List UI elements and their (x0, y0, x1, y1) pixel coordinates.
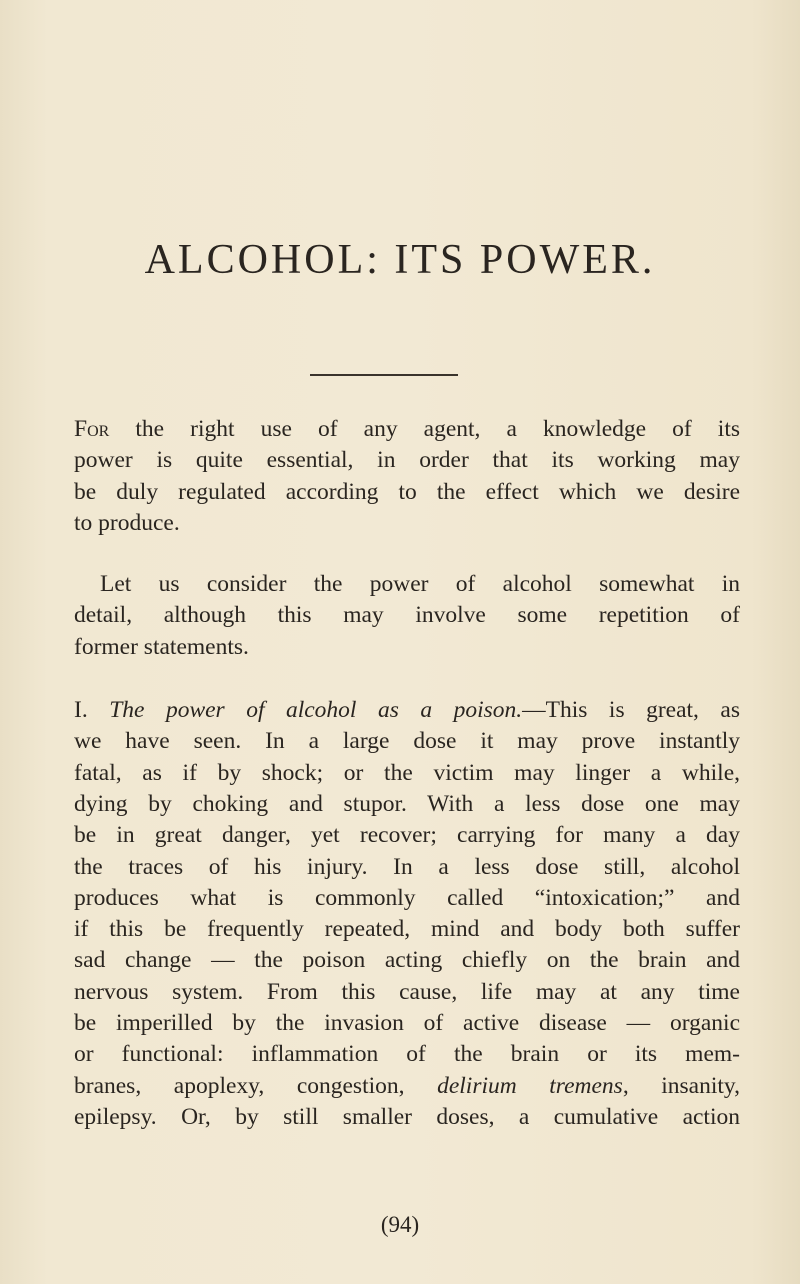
section-number: I. (74, 697, 110, 724)
text-line: power is quite essential, in order that its working may (74, 447, 740, 474)
title-rule (310, 374, 458, 376)
text-line: sad change — the poison acting chiefly on the brain and (74, 947, 740, 974)
text-line: the traces of his injury. In a less dose still, alcohol (74, 853, 740, 880)
chapter-title: ALCOHOL: ITS POWER. (144, 237, 656, 283)
section-heading: The power of alcohol as a poison. (109, 697, 523, 724)
text-line: For the right use of any agent, a knowledge of its (74, 416, 740, 442)
page-number: (94) (380, 1212, 420, 1237)
text-line: we have seen. In a large dose it may prove instantly (74, 728, 740, 755)
drop-word: For (74, 416, 110, 442)
text-line: be in great danger, yet recover; carrying for many a day (74, 822, 740, 849)
text-line: or functional: inflammation of the brain or its mem- (74, 1041, 740, 1068)
text-line: nervous system. From this cause, life may at any time (74, 978, 740, 1005)
text-line: to produce. (74, 509, 180, 536)
text-line: detail, although this may involve some repetition of (74, 602, 740, 629)
text-line: fatal, as if by shock; or the victim may linger a while, (74, 759, 740, 786)
text-line: dying by choking and stupor. With a less dose one may (74, 790, 740, 817)
text-line: produces what is commonly called “intoxication;” and (74, 884, 740, 911)
text-line: branes, apoplexy, congestion, delirium tremens, insanity, (74, 1072, 741, 1099)
text-line: be imperilled by the invasion of active disease — organic (74, 1010, 740, 1037)
text-line: Let us consider the power of alcohol somewhat in (100, 571, 740, 598)
text-line: former statements. (74, 633, 249, 660)
text-line: epilepsy. Or, by still smaller doses, a cumulative action (74, 1103, 740, 1130)
text-line: be duly regulated according to the effect which we desire (74, 478, 740, 505)
text-line: if this be frequently repeated, mind and body both suffer (74, 916, 740, 943)
body-text (74, 414, 740, 1133)
paragraph-gap (74, 663, 740, 695)
paragraph-gap (74, 539, 740, 569)
italic-term: delirium tremens (437, 1072, 623, 1099)
text-line: I. The power of alcohol as a poison.—This is great, as (74, 697, 740, 724)
